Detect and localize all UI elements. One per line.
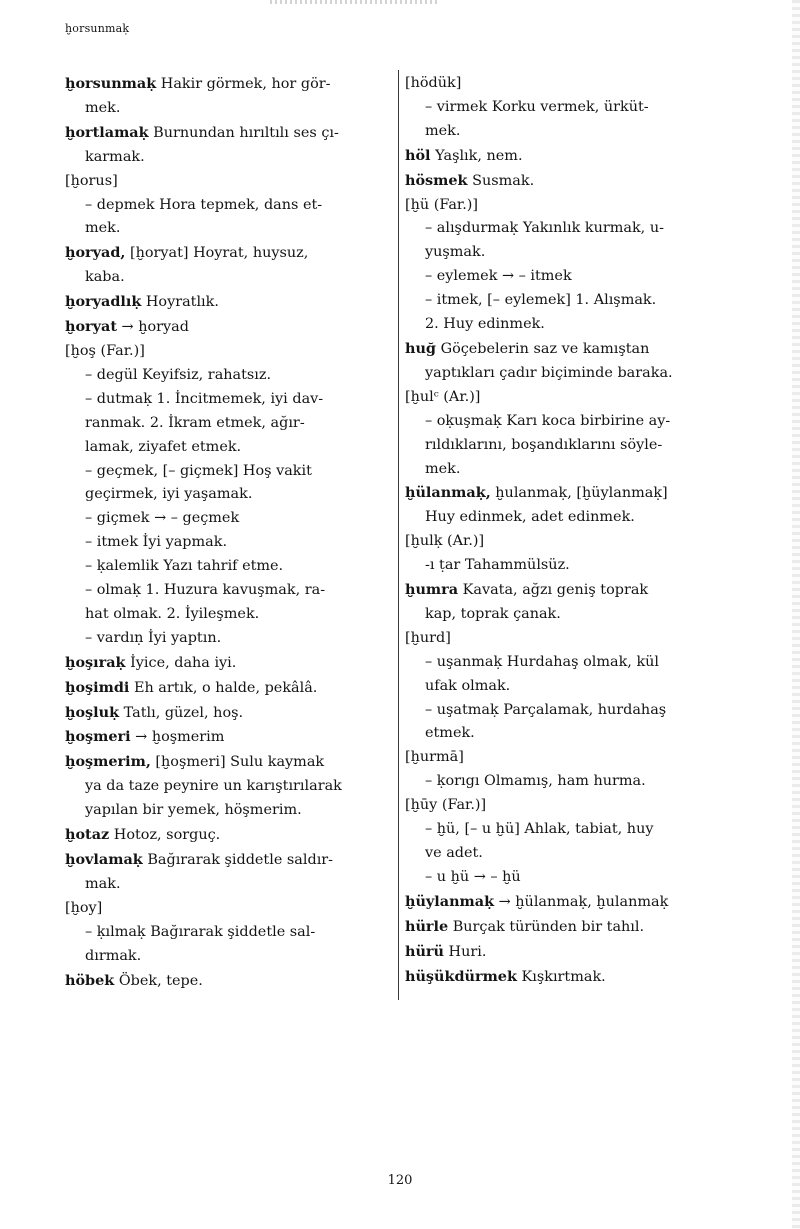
entry-line <box>405 675 735 699</box>
right-column <box>405 72 735 989</box>
headword: ḫoşıraḳ <box>65 653 126 671</box>
entry-text: – oḳuşmaḳ Karı koca birbirine ay- <box>425 412 671 429</box>
entry-line <box>405 866 735 890</box>
entry-text: lamak, ziyafet etmek. <box>85 438 242 455</box>
entry-line <box>65 775 395 799</box>
entry-text: [ḫoş (Far.)] <box>65 342 145 359</box>
entry-text: Hoyratlık. <box>141 294 219 311</box>
entry-text: Tatlı, güzel, hoş. <box>119 704 244 721</box>
headword: ḫoryad, <box>65 244 126 262</box>
entry-text: Eh artık, o halde, pekâlâ. <box>129 679 318 696</box>
entry-text: – degül Keyifsiz, rahatsız. <box>85 366 272 383</box>
entry-line <box>405 578 735 603</box>
entry-text: yuşmak. <box>425 244 486 261</box>
entry-text: – geçmek, [– giçmek] Hoş vakit <box>85 462 312 479</box>
entry-text: [ḫoy] <box>65 899 103 916</box>
entry-line <box>65 701 395 726</box>
entry-text: [ḫoşmeri] Sulu kaymak <box>150 754 325 771</box>
entry-line <box>65 627 395 651</box>
column-divider <box>398 70 399 1000</box>
entry-line <box>405 120 735 144</box>
entry-text: Bağırarak şiddetle saldır- <box>142 852 334 868</box>
entry-line <box>405 410 735 434</box>
headword: ḫoryat <box>65 318 117 336</box>
entry-text: Hakir görmek, hor gör- <box>156 76 331 92</box>
entry-line <box>405 770 735 794</box>
headword: ḫovlamaḳ <box>65 851 143 868</box>
entry-line <box>65 483 395 507</box>
headword: ḫoryadlıḳ <box>65 293 142 311</box>
entry-line <box>65 823 395 848</box>
entry-line <box>65 72 395 97</box>
entry-line <box>405 699 735 723</box>
entry-text: [ḫoryat] Hoyrat, huysuz, <box>125 245 309 262</box>
entry-line <box>65 364 395 388</box>
entry-line <box>65 170 395 194</box>
entry-line <box>65 945 395 969</box>
entry-text: kap, toprak çanak. <box>425 605 561 622</box>
entry-text: mak. <box>85 875 121 892</box>
entry-line <box>65 921 395 945</box>
entry-line <box>405 554 735 578</box>
headword: ḫumra <box>405 581 459 599</box>
entry-line <box>65 873 395 897</box>
entry-line <box>405 337 735 362</box>
entry-line <box>405 481 735 506</box>
entry-text: [ḫorus] <box>65 172 118 189</box>
entry-text: Kışkırtmak. <box>516 968 606 985</box>
entry-line <box>65 97 395 121</box>
headword: hürle <box>405 917 449 935</box>
headword: ḫortlamaḳ <box>65 123 149 141</box>
entry-line <box>405 386 735 410</box>
headword: ḫorsunmaḳ <box>65 75 157 92</box>
headword: ḫoşmerim, <box>65 753 151 771</box>
entry-line <box>65 412 395 436</box>
entry-line <box>405 651 735 675</box>
headword: höl <box>405 146 431 164</box>
entry-line <box>405 530 735 554</box>
entry-line <box>405 217 735 241</box>
entry-line <box>405 313 735 337</box>
entry-line <box>405 603 735 627</box>
entry-text: Huri. <box>443 943 487 960</box>
entry-text: mek. <box>85 99 121 116</box>
entry-line <box>405 915 735 940</box>
entry-text: – giçmek → – geçmek <box>85 510 240 527</box>
entry-line <box>405 434 735 458</box>
entry-line <box>405 362 735 386</box>
entry-text: etmek. <box>425 725 475 742</box>
page-number: 120 <box>387 1173 413 1188</box>
entry-text: ve adet. <box>425 845 483 861</box>
entry-line <box>405 458 735 482</box>
headword: hösmek <box>405 171 468 189</box>
entry-text: – uşanmaḳ Hurdahaş olmak, kül <box>425 653 660 670</box>
entry-line <box>405 144 735 169</box>
entry-text: – virmek Korku vermek, ürküt- <box>425 98 649 115</box>
entry-line <box>65 848 395 873</box>
entry-line <box>405 241 735 265</box>
entry-text: [hödük] <box>405 75 462 91</box>
entry-text: → ḫoşmerim <box>130 729 225 746</box>
entry-line <box>405 169 735 194</box>
entry-text: Göçebelerin saz ve kamıştan <box>436 340 650 357</box>
entry-line <box>65 266 395 290</box>
entry-text: mek. <box>425 460 461 477</box>
entry-line <box>65 146 395 170</box>
headword: hüşükdürmek <box>405 967 517 985</box>
entry-line <box>65 651 395 676</box>
entry-text: – olmaḳ 1. Huzura kavuşmak, ra- <box>85 582 326 599</box>
entry-text: yapılan bir yemek, höşmerim. <box>85 802 302 819</box>
entry-line <box>65 603 395 627</box>
entry-text: Burnundan hırıltılı ses çı- <box>148 124 339 141</box>
entry-text: [ḫü (Far.)] <box>405 196 479 213</box>
entry-text: – ḳılmaḳ Bağırarak şiddetle sal- <box>85 923 316 940</box>
entry-text: → ḫülanmaḳ, ḫulanmaḳ <box>494 893 669 910</box>
entry-line <box>405 722 735 746</box>
entry-text: – ḳalemlik Yazı tahrif etme. <box>85 558 284 575</box>
entry-text: – u ḫü → – ḫü <box>425 868 521 885</box>
entry-line <box>405 746 735 770</box>
entry-text: Kavata, ağzı geniş toprak <box>458 582 649 599</box>
entry-line <box>405 940 735 965</box>
left-column <box>65 72 395 993</box>
entry-line <box>65 217 395 241</box>
entry-line <box>405 965 735 990</box>
entry-text: – ḫü, [– u ḫü] Ahlak, tabiat, huy <box>425 821 654 838</box>
headword: höbek <box>65 971 115 989</box>
entry-line <box>65 725 395 750</box>
entry-text: Hotoz, sorguç. <box>109 827 221 844</box>
entry-text: Burçak türünden bir tahıl. <box>448 918 645 935</box>
entry-text: ranmak. 2. İkram etmek, ağır- <box>85 414 305 431</box>
entry-text: – vardıṇ İyi yaptın. <box>85 629 222 646</box>
entry-line <box>65 388 395 412</box>
entry-line <box>65 531 395 555</box>
entry-line <box>65 969 395 994</box>
entry-line <box>405 289 735 313</box>
entry-text: Huy edinmek, adet edinmek. <box>425 509 635 526</box>
headword: ḫoşmeri <box>65 728 131 746</box>
entry-text: – itmek İyi yapmak. <box>85 534 228 551</box>
entry-line <box>65 799 395 823</box>
entry-text: – alışdurmaḳ Yakınlık kurmak, u- <box>425 220 664 237</box>
entry-line <box>65 241 395 266</box>
entry-text: – depmek Hora tepmek, dans et- <box>85 196 323 213</box>
entry-text: – dutmaḳ 1. İncitmemek, iyi dav- <box>85 390 324 407</box>
entry-line <box>65 290 395 315</box>
entry-text: [ḫulᶜ (Ar.)] <box>405 388 481 405</box>
entry-text: İyice, daha iyi. <box>125 654 237 671</box>
headword: ḫotaz <box>65 826 110 844</box>
headword: ḫülanmaḳ, <box>405 484 491 502</box>
entry-text: – ḳorıgı Olmamış, ham hurma. <box>425 773 646 790</box>
entry-line <box>65 750 395 775</box>
entry-text: 2. Huy edinmek. <box>425 316 545 333</box>
entry-text: mek. <box>425 122 461 139</box>
entry-line <box>405 265 735 289</box>
scan-artifact-edge <box>792 0 800 1229</box>
entry-text: ufak olmak. <box>425 677 511 694</box>
entry-line <box>65 555 395 579</box>
entry-text: Yaşlık, nem. <box>430 147 523 164</box>
running-head: ḫorsunmaḳ <box>65 22 130 35</box>
entry-text: [ḫūy (Far.)] <box>405 797 487 814</box>
entry-text: → ḫoryad <box>116 319 189 336</box>
entry-text: [ḫulḳ (Ar.)] <box>405 533 485 550</box>
entry-text: [ḫurd] <box>405 629 451 646</box>
entry-line <box>65 579 395 603</box>
entry-text: Öbek, tepe. <box>114 972 203 989</box>
entry-line <box>405 627 735 651</box>
entry-text: geçirmek, iyi yaşamak. <box>85 486 253 503</box>
entry-text: dırmak. <box>85 947 142 964</box>
entry-text: rıldıklarını, boşandıklarını söyle- <box>425 436 663 453</box>
entry-text: hat olmak. 2. İyileşmek. <box>85 605 260 622</box>
entry-line <box>65 676 395 701</box>
entry-line <box>405 96 735 120</box>
entry-line <box>405 842 735 866</box>
scan-artifact-top <box>270 0 440 4</box>
entry-text: -ı ṭar Tahammülsüz. <box>425 557 570 574</box>
entry-line <box>405 72 735 96</box>
entry-line <box>65 460 395 484</box>
entry-line <box>65 194 395 218</box>
headword: ḫüylanmaḳ <box>405 892 495 910</box>
entry-text: [ḫurmā] <box>405 749 464 766</box>
entry-text: Susmak. <box>467 172 535 189</box>
headword: ḫoşimdi <box>65 678 130 696</box>
entry-line <box>405 818 735 842</box>
entry-line <box>65 340 395 364</box>
entry-text: yaptıkları çadır biçiminde baraka. <box>425 364 673 381</box>
entry-line <box>405 890 735 915</box>
headword: huğ <box>405 339 436 357</box>
entry-line <box>65 315 395 340</box>
entry-line <box>405 194 735 218</box>
entry-text: kaba. <box>85 269 125 286</box>
entry-text: ḫulanmaḳ, [ḫüylanmaḳ] <box>490 485 668 502</box>
entry-text: ya da taze peynire un karıştırılarak <box>85 778 342 795</box>
entry-line <box>65 507 395 531</box>
entry-text: – uşatmaḳ Parçalamak, hurdahaş <box>425 701 667 718</box>
headword: hürü <box>405 942 444 960</box>
entry-line <box>405 506 735 530</box>
entry-text: – eylemek → – itmek <box>425 268 572 285</box>
entry-line <box>65 121 395 146</box>
entry-line <box>65 897 395 921</box>
entry-line <box>405 794 735 818</box>
entry-text: – itmek, [– eylemek] 1. Alışmak. <box>425 292 657 309</box>
entry-text: karmak. <box>85 148 145 165</box>
headword: ḫoşluḳ <box>65 703 120 721</box>
entry-text: mek. <box>85 220 121 237</box>
entry-line <box>65 436 395 460</box>
